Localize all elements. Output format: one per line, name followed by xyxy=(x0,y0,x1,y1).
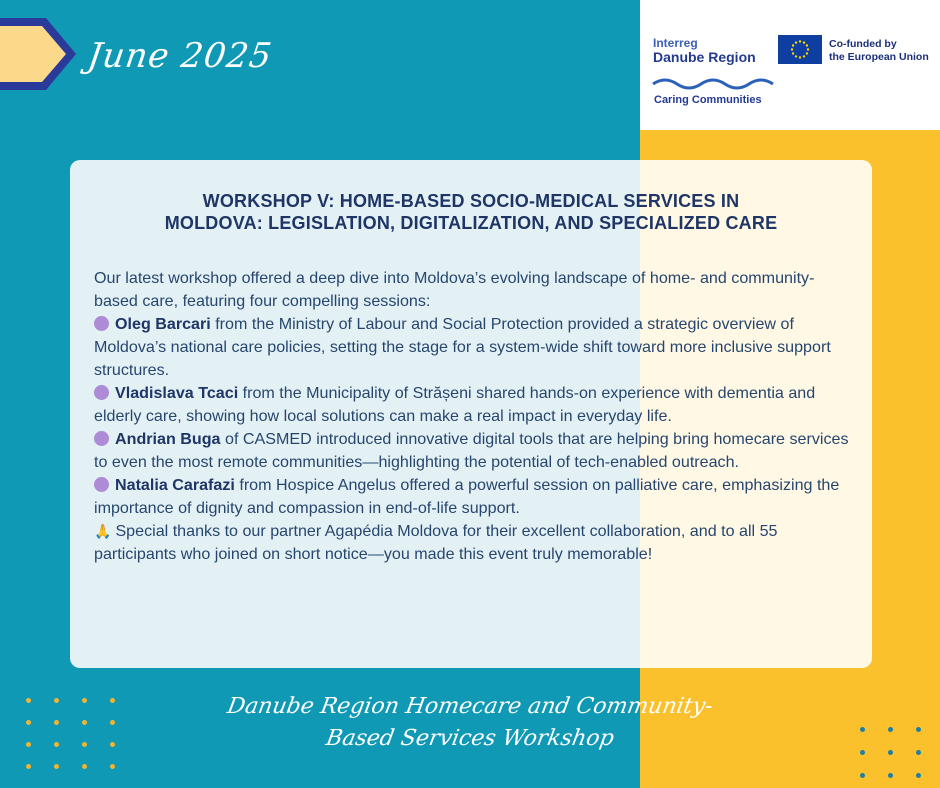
speaker-name: Natalia Carafazi xyxy=(115,476,235,494)
eu-flag-icon xyxy=(778,35,822,64)
session-text: from Hospice Angelus offered a powerful session on palliative care, emphasizing the importance of dignity and compassion in end-of-life support. xyxy=(94,476,840,517)
footer-title-line1: Danube Region Homecare and Community- xyxy=(225,694,715,719)
workshop-title xyxy=(90,190,852,234)
workshop-title-line1: WORKSHOP V: HOME-BASED SOCIO-MEDICAL SERVICES IN xyxy=(202,191,740,211)
speaker-name: Andrian Buga xyxy=(115,430,221,448)
decorative-dots-left xyxy=(26,698,122,769)
interreg-logo-line1: Interreg xyxy=(653,36,698,50)
workshop-description xyxy=(94,267,850,566)
thanks-text: Special thanks to our partner Agapédia Moldova for their excellent collaboration, and to all 55 participants who joined on short notice—you made this event truly memorable! xyxy=(94,522,778,563)
session-item xyxy=(94,313,850,382)
session-item xyxy=(94,382,850,428)
decorative-dots-right xyxy=(860,727,940,778)
content-card xyxy=(70,160,872,668)
purple-circle-icon xyxy=(94,316,109,331)
project-name: Caring Communities xyxy=(654,94,762,106)
speaker-name: Oleg Barcari xyxy=(115,315,211,333)
praying-hands-icon: 🙏 xyxy=(94,523,112,539)
purple-circle-icon xyxy=(94,477,109,492)
logo-panel xyxy=(640,0,940,130)
session-text: of CASMED introduced innovative digital tools that are helping bring homecare services to even the most remote communities—highlighting the potential of tech-enabled outreach. xyxy=(94,430,849,471)
wave-icon xyxy=(651,76,781,92)
session-item xyxy=(94,428,850,474)
purple-circle-icon xyxy=(94,385,109,400)
interreg-logo xyxy=(653,36,756,64)
arrow-tag-icon xyxy=(0,14,82,94)
intro-paragraph: Our latest workshop offered a deep dive into Moldova’s evolving landscape of home- and community-based care, featuring four compelling sessions: xyxy=(94,269,815,310)
eu-text-line2: the European Union xyxy=(829,51,929,63)
eu-text-line1: Co-funded by xyxy=(829,38,897,50)
eu-cofunded-text xyxy=(829,38,929,64)
purple-circle-icon xyxy=(94,431,109,446)
footer-title-line2: Based Services Workshop xyxy=(324,726,616,751)
thanks-paragraph xyxy=(94,520,850,566)
session-text: from the Municipality of Strășeni shared hands-on experience with dementia and elderly care, showing how local solutions can make a real impact in everyday life. xyxy=(94,384,816,425)
interreg-logo-line2: Danube Region xyxy=(653,49,756,65)
session-item xyxy=(94,474,850,520)
date-heading: June 2025 xyxy=(85,36,275,76)
workshop-title-line2: MOLDOVA: LEGISLATION, DIGITALIZATION, AND SPECIALIZED CARE xyxy=(164,213,778,233)
session-text: from the Ministry of Labour and Social Protection provided a strategic overview of Moldova’s national care policies, setting the stage for a system-wide shift toward more inclusive support structures. xyxy=(94,315,831,379)
speaker-name: Vladislava Tcaci xyxy=(115,384,239,402)
